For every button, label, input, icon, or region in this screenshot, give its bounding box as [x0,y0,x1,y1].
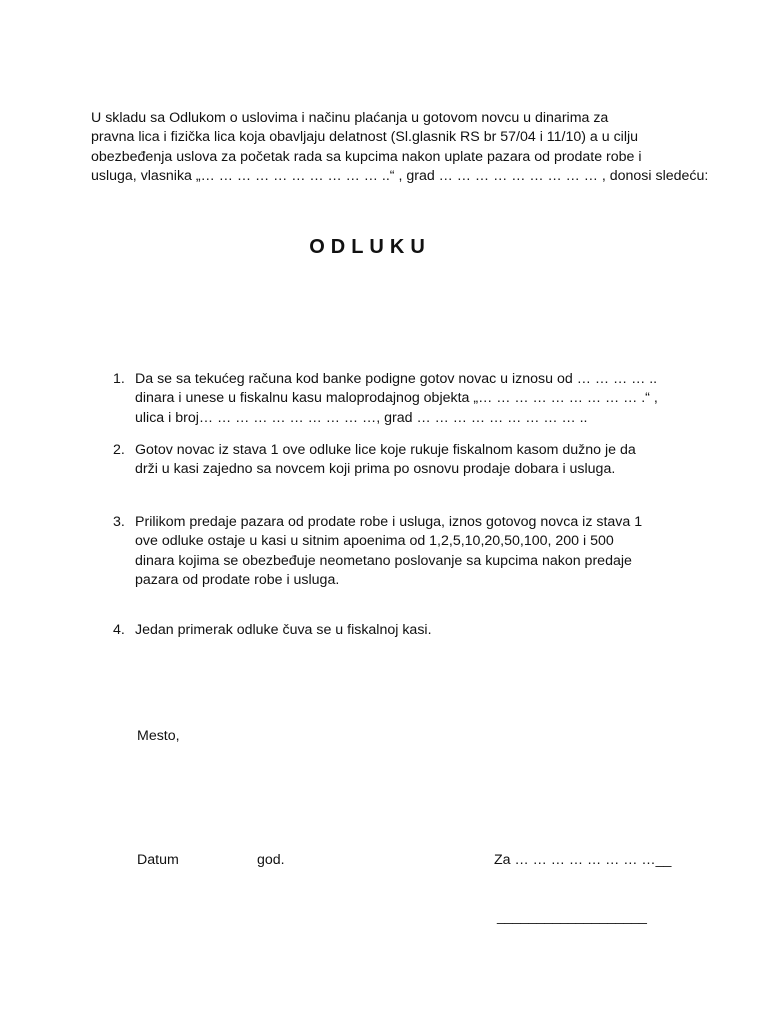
list-item-line: ove odluke ostaje u kasi u sitnim apoenima od 1,2,5,10,20,50,100, 200 i 500 [135,533,614,550]
list-item-number: 1. [113,371,125,387]
intro-line: pravna lica i fizička lica koja obavljaju delatnost (Sl.glasnik RS br 57/04 i 11/10) a u cilju [91,129,639,146]
list-item-line: dinara kojima se obezbeđuje neometano poslovanje sa kupcima nakon predaje [135,552,632,569]
document-title: ODLUKU [309,236,431,258]
list-item-line: dinara i unese u fiskalnu kasu maloprodajnog objekta „… … … … … … … … … .“ , [135,390,658,407]
list-item-number: 3. [113,514,125,530]
list-item-line: Prilikom predaje pazara od prodate robe i usluga, iznos gotovog novca iz stava 1 [135,514,643,530]
list-item-text [135,513,642,591]
list-item-line: Da se sa tekućeg računa kod banke podigne gotov novac u iznosu od … … … … .. [135,371,658,387]
list-item-line: Jedan primerak odluke čuva se u fiskalnoj kasi. [135,622,432,638]
list-item-line: Gotov novac iz stava 1 ove odluke lice koje rukuje fiskalnom kasom dužno je da [135,442,636,458]
list-item-line: ulica i broj… … … … … … … … … …, grad … … … … … … … … … .. [135,409,588,426]
place-label: Mesto, [137,728,180,744]
intro-paragraph [91,109,709,187]
signatory-label: Za … … … … … … … …__ [494,852,672,868]
list-item-number: 2. [113,442,125,458]
list-item-text [135,370,658,428]
intro-line: obezbeđenja uslova za početak rada sa kupcima nakon uplate pazara od prodate robe i [91,148,642,165]
list-item-line: pazara od prodate robe i usluga. [135,572,340,589]
date-label: Datum [137,852,179,868]
list-item-line: drži u kasi zajedno sa novcem koji prima po osnovu prodaje dobara i usluga. [135,461,616,478]
intro-line: usluga, vlasnika „… … … … … … … … … … ..“ , grad … … … … … … … … … , donosi sledeću: [91,168,709,185]
list-item-number: 4. [113,622,125,638]
signature-line: ___________________ [497,909,647,925]
year-label: god. [257,852,285,868]
intro-line: U skladu sa Odlukom o uslovima i načinu plaćanja u gotovom novcu u dinarima za [91,110,609,126]
list-item-text [135,621,432,640]
list-item-text [135,441,636,480]
